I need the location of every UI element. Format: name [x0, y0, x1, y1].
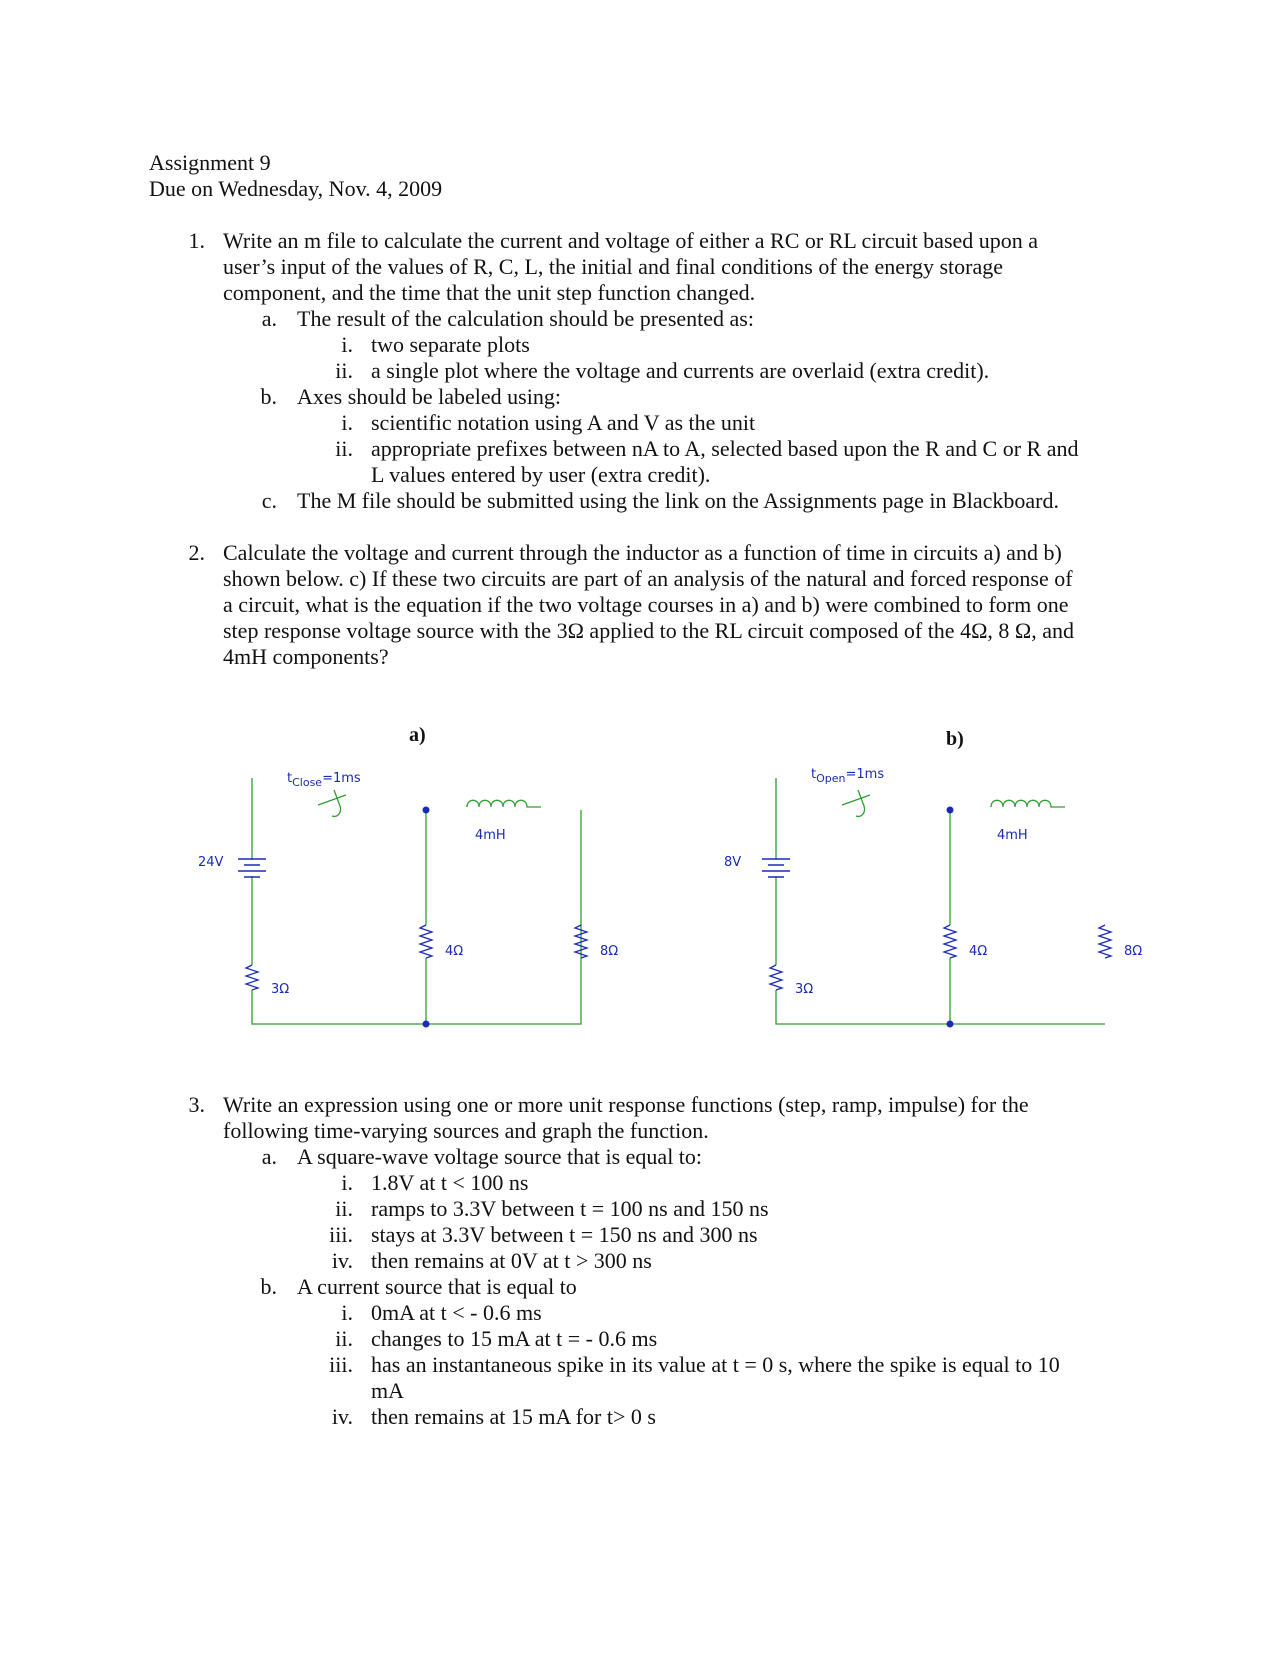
q1a-ii-marker: ii.: [335, 358, 353, 383]
circuit-a-source-label: 24V: [198, 855, 224, 870]
q1b-i-text: scientific notation using A and V as the unit: [371, 410, 756, 435]
q3a-i-text: 1.8V at t < 100 ns: [371, 1170, 529, 1195]
q3a-ii-marker: ii.: [335, 1196, 353, 1221]
circuit-b-inductor-label: 4mH: [997, 828, 1028, 843]
q1c-text: The M file should be submitted using the link on the Assignments page in Blackboard.: [297, 488, 1059, 513]
q3a-iv-marker: iv.: [331, 1248, 353, 1273]
q3-number: 3.: [188, 1092, 205, 1117]
q2-text-line: a circuit, what is the equation if the two voltage courses in a) and b) were combined to form one: [223, 592, 1069, 617]
circuit-b: [762, 778, 1111, 1028]
q2-text-line: shown below. c) If these two circuits are part of an analysis of the natural and forced response of: [223, 566, 1073, 591]
circuit-b-source-label: 8V: [724, 855, 742, 870]
q1c-marker: c.: [261, 488, 277, 513]
q3-text-line: Write an expression using one or more unit response functions (step, ramp, impulse) for the: [223, 1092, 1029, 1117]
circuit-b-label: b): [946, 728, 964, 750]
circuit-a-r-right-label: 8Ω: [600, 944, 619, 959]
q3a-iii-marker: iii.: [329, 1222, 353, 1247]
circuit-a: [238, 778, 587, 1028]
q1b-i-marker: i.: [341, 410, 353, 435]
q1a-ii-text: a single plot where the voltage and currents are overlaid (extra credit).: [371, 358, 990, 383]
q3b-iv-marker: iv.: [331, 1404, 353, 1429]
q3b-ii-marker: ii.: [335, 1326, 353, 1351]
circuit-b-r-right-label: 8Ω: [1124, 944, 1143, 959]
q1b-ii-text-cont: L values entered by user (extra credit).: [371, 462, 711, 487]
q1b-marker: b.: [260, 384, 277, 409]
q1-text-line: user’s input of the values of R, C, L, the initial and final conditions of the energy storage: [223, 254, 1004, 279]
q1a-marker: a.: [261, 306, 277, 331]
q1a-text: The result of the calculation should be presented as:: [297, 306, 754, 331]
circuit-a-r-mid-label: 4Ω: [445, 944, 464, 959]
q3b-iii-marker: iii.: [329, 1352, 353, 1377]
q1a-i-text: two separate plots: [371, 332, 530, 357]
q1-text-line: Write an m file to calculate the current and voltage of either a RC or RL circuit based upon a: [223, 228, 1039, 253]
q3b-iv-text: then remains at 15 mA for t> 0 s: [371, 1404, 656, 1429]
q1-text-line: component, and the time that the unit step function changed.: [223, 280, 756, 305]
q3a-marker: a.: [261, 1144, 277, 1169]
circuit-b-switch-label: $t_{Open}=1ms$: [811, 767, 885, 785]
q1a-i-marker: i.: [341, 332, 353, 357]
due-date: Due on Wednesday, Nov. 4, 2009: [149, 176, 443, 201]
q1b-ii-text: appropriate prefixes between nA to A, selected based upon the R and C or R and: [371, 436, 1079, 461]
q3b-iii-text: has an instantaneous spike in its value at t = 0 s, where the spike is equal to 10: [371, 1352, 1060, 1377]
circuit-a-switch-label: $t_{Close}=1ms$: [287, 771, 361, 789]
q3b-marker: b.: [260, 1274, 277, 1299]
q2-text-line: 4mH components?: [223, 644, 389, 669]
circuit-a-inductor-label: 4mH: [475, 828, 506, 843]
q2-number: 2.: [188, 540, 205, 565]
q3a-i-marker: i.: [341, 1170, 353, 1195]
q3a-text: A square-wave voltage source that is equal to:: [297, 1144, 703, 1169]
circuit-a-r-series-label: 3Ω: [271, 982, 290, 997]
q3b-i-marker: i.: [341, 1300, 353, 1325]
q3b-text: A current source that is equal to: [297, 1274, 577, 1299]
q3a-iv-text: then remains at 0V at t > 300 ns: [371, 1248, 652, 1273]
circuit-b-r-series-label: 3Ω: [795, 982, 814, 997]
q3-text-line: following time-varying sources and graph the function.: [223, 1118, 709, 1143]
q1-number: 1.: [188, 228, 205, 253]
q3a-ii-text: ramps to 3.3V between t = 100 ns and 150 ns: [371, 1196, 769, 1221]
q3a-iii-text: stays at 3.3V between t = 150 ns and 300 ns: [371, 1222, 758, 1247]
circuit-b-r-mid-label: 4Ω: [969, 944, 988, 959]
assignment-title: Assignment 9: [149, 150, 271, 175]
q3b-iii-text-cont: mA: [371, 1378, 404, 1403]
q3b-i-text: 0mA at t < - 0.6 ms: [371, 1300, 542, 1325]
q2-text-line: step response voltage source with the 3Ω applied to the RL circuit composed of the 4Ω, 8 Ω, and: [223, 618, 1075, 643]
q1b-ii-marker: ii.: [335, 436, 353, 461]
circuit-a-label: a): [409, 724, 426, 746]
q3b-ii-text: changes to 15 mA at t = - 0.6 ms: [371, 1326, 658, 1351]
q1b-text: Axes should be labeled using:: [297, 384, 561, 409]
q2-text-line: Calculate the voltage and current through the inductor as a function of time in circuits a) and b): [223, 540, 1062, 565]
